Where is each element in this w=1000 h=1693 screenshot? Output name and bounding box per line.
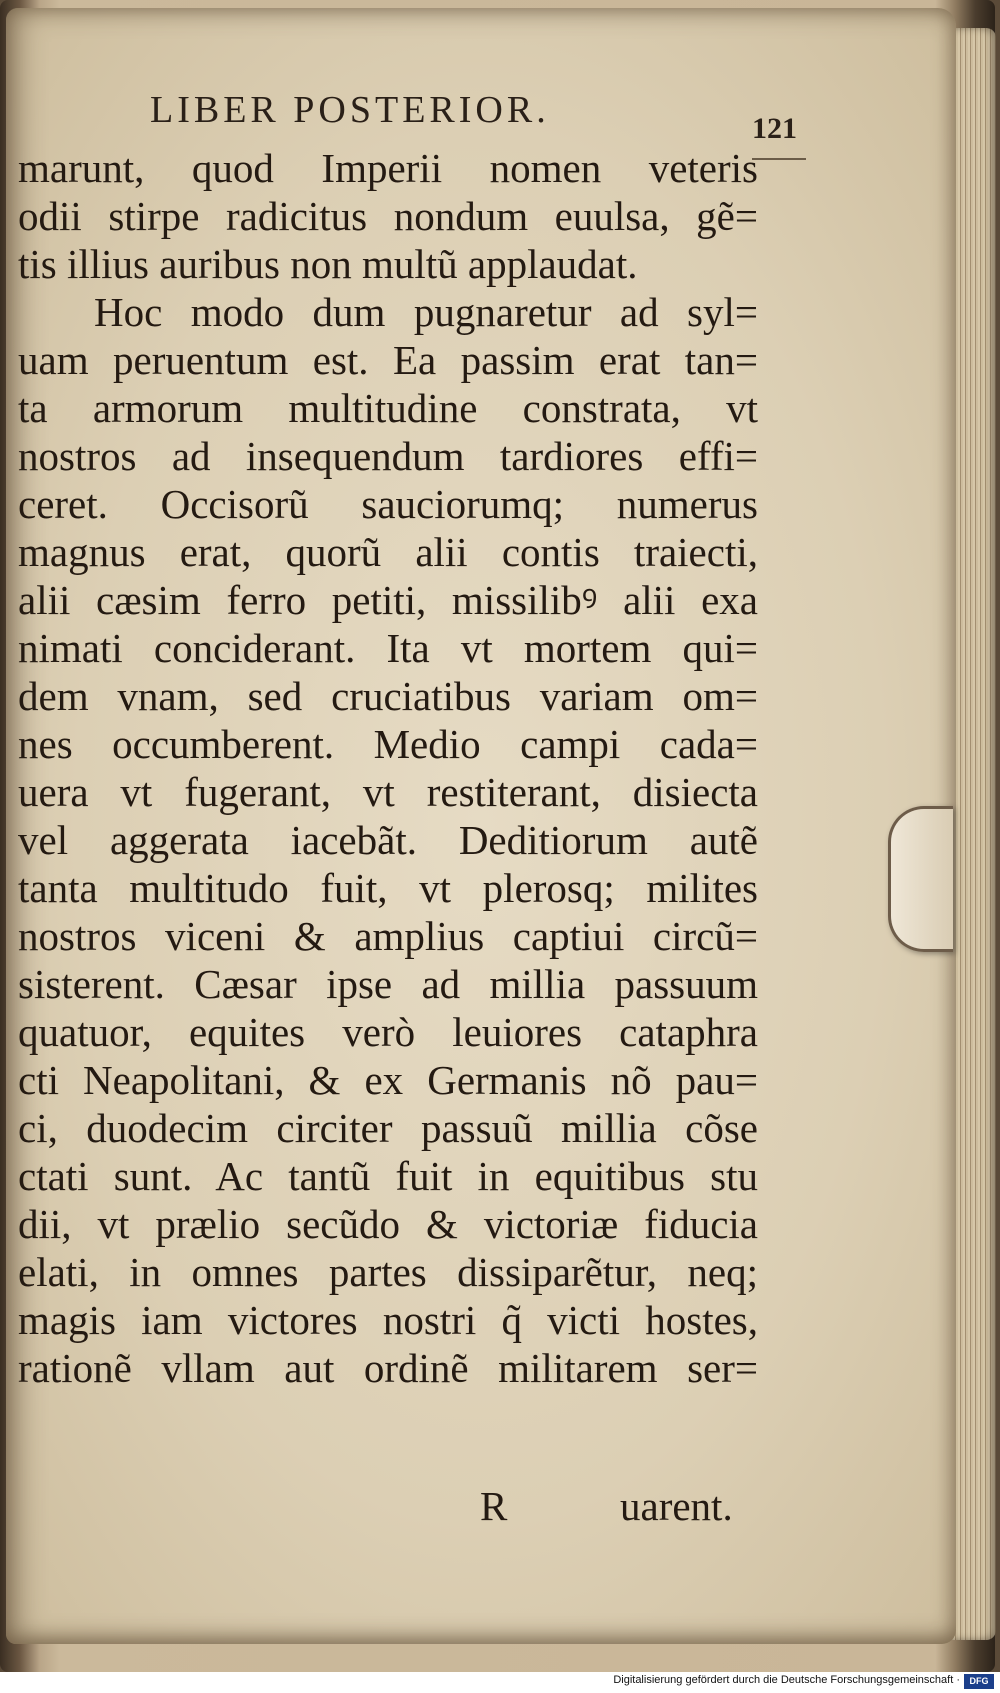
text-line: vel aggerata iacebãt. Deditiorum autẽ <box>18 817 758 863</box>
text-line: marunt, quod Imperii nomen veteris <box>18 145 758 191</box>
page-clip <box>888 806 953 952</box>
text-line: rationẽ vllam aut ordinẽ militarem ser= <box>18 1345 758 1391</box>
text-line: quatuor, equites verò leuiores cataphra <box>18 1009 758 1055</box>
folio-rule <box>752 158 806 160</box>
text-line: cti Neapolitani, & ex Germanis nõ pau= <box>18 1057 758 1103</box>
text-line: ta armorum multitudine constrata, vt <box>18 385 758 431</box>
dfg-logo: DFG <box>964 1674 994 1689</box>
text-line: Hoc modo dum pugnaretur ad syl= <box>94 289 758 335</box>
signature-mark: R <box>480 1483 508 1529</box>
page-number: 121 <box>752 112 797 145</box>
catchword: uarent. <box>620 1483 733 1529</box>
page-footer-line <box>18 1482 758 1532</box>
credit-text: Digitalisierung gefördert durch die Deutsche Forschungsgemeinschaft · <box>613 1674 960 1686</box>
text-line: magis iam victores nostri q̃ victi hostes, <box>18 1297 758 1343</box>
text-line: elati, in omnes partes dissiparẽtur, neq; <box>18 1249 758 1295</box>
text-line: dem vnam, sed cruciatibus variam om= <box>18 673 758 719</box>
running-head: LIBER POSTERIOR. <box>150 89 550 131</box>
text-line: ceret. Occisorũ sauciorumq; numerus <box>18 481 758 527</box>
text-line: nostros ad insequendum tardiores effi= <box>18 433 758 479</box>
text-line: sisterent. Cæsar ipse ad millia passuum <box>18 961 758 1007</box>
text-line: magnus erat, quorũ alii contis traiecti, <box>18 529 758 575</box>
text-line: alii cæsim ferro petiti, missilibꝰ alii exa <box>18 577 758 623</box>
body-text <box>18 144 758 1392</box>
text-line: nostros viceni & amplius captiui circũ= <box>18 913 758 959</box>
text-line: nimati conciderant. Ita vt mortem qui= <box>18 625 758 671</box>
text-line: ctati sunt. Ac tantũ fuit in equitibus stu <box>18 1153 758 1199</box>
text-line: dii, vt prælio secũdo & victoriæ fiducia <box>18 1201 758 1247</box>
digitization-credit-bar <box>0 1672 1000 1693</box>
text-line: odii stirpe radicitus nondum euulsa, gẽ= <box>18 193 758 239</box>
text-line: nes occumberent. Medio campi cada= <box>18 721 758 767</box>
text-line: tanta multitudo fuit, vt plerosq; milites <box>18 865 758 911</box>
text-line: ci, duodecim circiter passuũ millia cõse <box>18 1105 758 1151</box>
text-line: uera vt fugerant, vt restiterant, disiecta <box>18 769 758 815</box>
text-line: uam peruentum est. Ea passim erat tan= <box>18 337 758 383</box>
text-line: tis illius auribus non multũ applaudat. <box>18 241 638 287</box>
